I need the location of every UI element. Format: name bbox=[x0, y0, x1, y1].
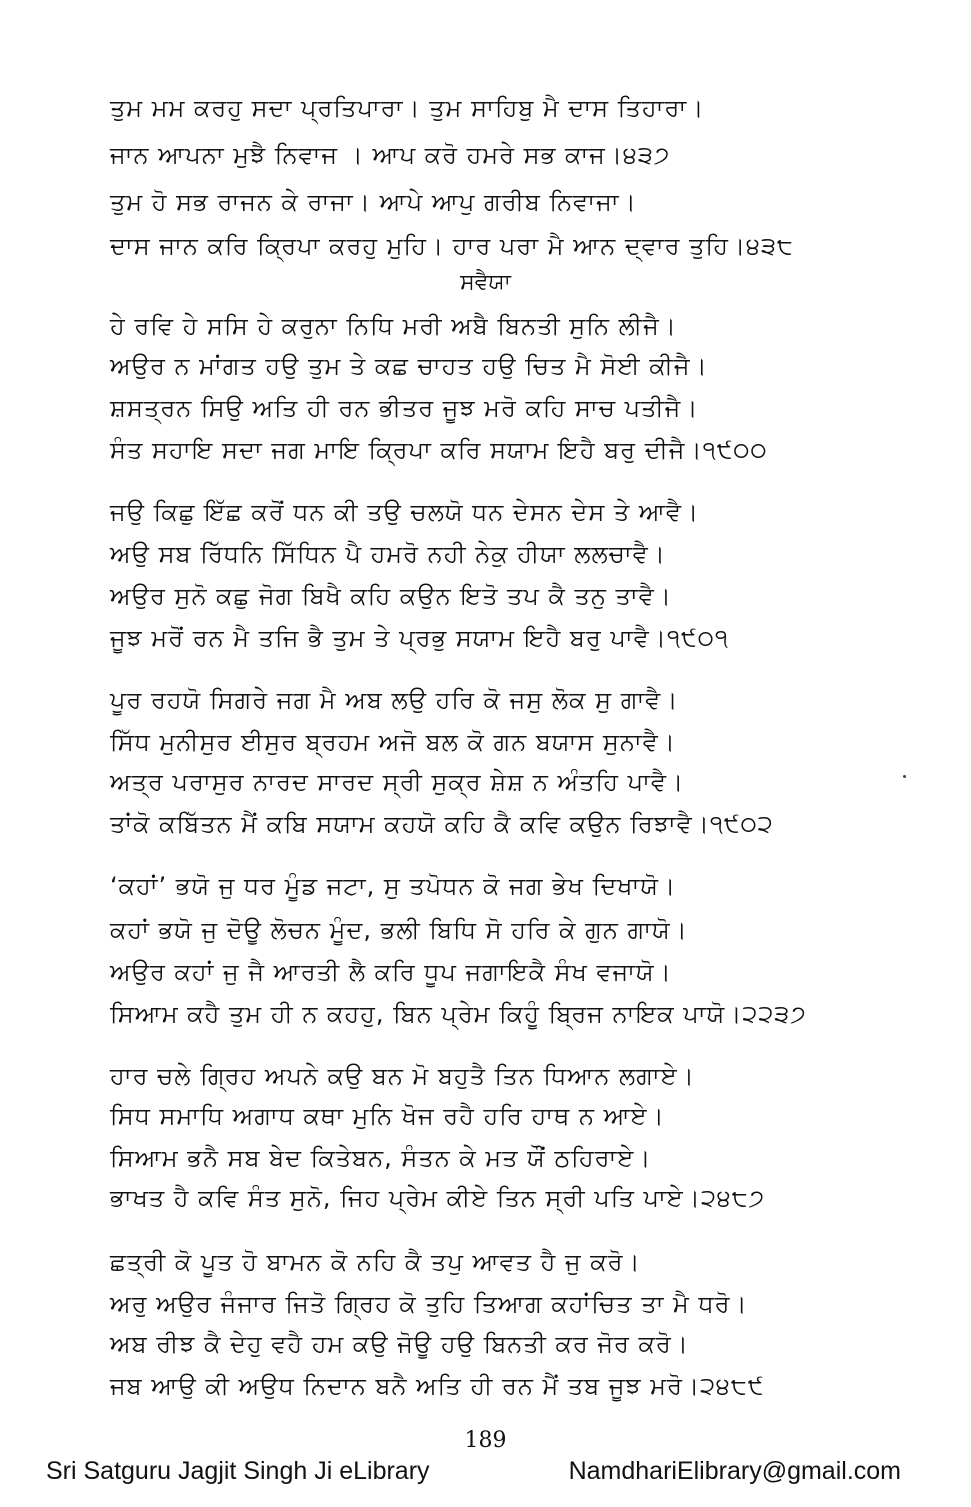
verse-line: ਭਾਖਤ ਹੈ ਕਵਿ ਸੰਤ ਸੁਨੋ, ਜਿਹ ਪ੍ਰੇਮ ਕੀਏ ਤਿਨ ਸ੍ਰੀ ਪਤਿ ਪਾਏ।੨੪੮੭ bbox=[110, 1184, 766, 1212]
verse-line: ਜੂਝ ਮਰੋਂ ਰਨ ਮੈ ਤਜਿ ਭੈ ਤੁਮ ਤੇ ਪ੍ਰਭੁ ਸਯਾਮ ਇਹੈ ਬਰੁ ਪਾਵੈ।੧੯੦੧ bbox=[110, 624, 729, 652]
verse-line: ਅਉਰ ਕਹਾਂ ਜੁ ਜੈ ਆਰਤੀ ਲੈ ਕਰਿ ਧੂਪ ਜਗਾਇਕੈ ਸੰਖ ਵਜਾਯੋ। bbox=[110, 958, 672, 986]
page-number: 189 bbox=[464, 1428, 507, 1453]
verse-line: ਸਿੱਧ ਮੁਨੀਸੁਰ ਈਸੁਰ ਬ੍ਰਹਮ ਅਜੋ ਬਲ ਕੋ ਗਨ ਬਯਾਸ ਸੁਨਾਵੈ। bbox=[110, 728, 676, 756]
verse-line: ਅਤ੍ਰ ਪਰਾਸੁਰ ਨਾਰਦ ਸਾਰਦ ਸ੍ਰੀ ਸੁਕ੍ਰ ਸ਼ੇਸ਼ ਨ ਅੰਤਹਿ ਪਾਵੈ। bbox=[110, 768, 685, 796]
footer-library-name: Sri Satguru Jagjit Singh Ji eLibrary bbox=[46, 1457, 430, 1485]
verse-line: ਪੂਰ ਰਹਯੋ ਸਿਗਰੇ ਜਗ ਮੈ ਅਬ ਲਉ ਹਰਿ ਕੋ ਜਸੁ ਲੋਕ ਸੁ ਗਾਵੈ। bbox=[110, 686, 679, 714]
verse-line: ਅਉ ਸਬ ਰਿੱਧਨਿ ਸਿੱਧਿਨ ਪੈ ਹਮਰੋ ਨਹੀ ਨੇਕੁ ਹੀਯਾ ਲਲਚਾਵੈ। bbox=[110, 540, 666, 568]
section-heading: ਸਵੈਯਾ bbox=[460, 270, 511, 295]
verse-line: ਸੰਤ ਸਹਾਇ ਸਦਾ ਜਗ ਮਾਇ ਕ੍ਰਿਪਾ ਕਰਿ ਸਯਾਮ ਇਹੈ ਬਰੁ ਦੀਜੈ।੧੯੦੦ bbox=[110, 436, 768, 464]
verse-line: ਅਰੁ ਅਉਰ ਜੰਜਾਰ ਜਿਤੋ ਗ੍ਰਿਹ ਕੋ ਤੁਹਿ ਤਿਆਗ ਕਹਾਂਚਿਤ ਤਾ ਮੈ ਧਰੋ। bbox=[110, 1290, 748, 1318]
verse-line: ਤੁਮ ਹੋ ਸਭ ਰਾਜਨ ਕੇ ਰਾਜਾ। ਆਪੇ ਆਪੁ ਗਰੀਬ ਨਿਵਾਜਾ। bbox=[110, 188, 637, 216]
verse-line: ਤਾਂਕੋ ਕਬਿੱਤਨ ਮੈਂ ਕਬਿ ਸਯਾਮ ਕਹਯੋ ਕਹਿ ਕੈ ਕਵਿ ਕਉਨ ਰਿਝਾਵੈ।੧੯੦੨ bbox=[110, 810, 774, 838]
footer-email: NamdhariElibrary@gmail.com bbox=[568, 1457, 901, 1485]
verse-line: ਹਾਰ ਚਲੇ ਗ੍ਰਿਹ ਅਪਨੇ ਕਉ ਬਨ ਮੋ ਬਹੁਤੈ ਤਿਨ ਧਿਆਨ ਲਗਾਏ। bbox=[110, 1062, 695, 1090]
verse-line: ਤੁਮ ਮਮ ਕਰਹੁ ਸਦਾ ਪ੍ਰਤਿਪਾਰਾ। ਤੁਮ ਸਾਹਿਬੁ ਮੈ ਦਾਸ ਤਿਹਾਰਾ। bbox=[110, 94, 705, 122]
verse-line: ਹੇ ਰਵਿ ਹੇ ਸਸਿ ਹੇ ਕਰੁਨਾ ਨਿਧਿ ਮਰੀ ਅਬੈ ਬਿਨਤੀ ਸੁਨਿ ਲੀਜੈ। bbox=[110, 312, 677, 340]
verse-line: ਕਹਾਂ ਭਯੋ ਜੁ ਦੋਊ ਲੋਚਨ ਮੂੰਦ, ਭਲੀ ਬਿਧਿ ਸੋ ਹਰਿ ਕੇ ਗੁਨ ਗਾਯੋ। bbox=[110, 916, 688, 944]
verse-line: ਸਿਆਮ ਕਹੈ ਤੁਮ ਹੀ ਨ ਕਹਹੁ, ਬਿਨ ਪ੍ਰੇਮ ਕਿਹੂੰ ਬ੍ਰਿਜ ਨਾਇਕ ਪਾਯੋ।੨੨੩੭ bbox=[110, 1000, 807, 1028]
verse-line: ਸਿਧ ਸਮਾਧਿ ਅਗਾਧ ਕਥਾ ਮੁਨਿ ਖੋਜ ਰਹੈ ਹਰਿ ਹਾਥ ਨ ਆਏ। bbox=[110, 1102, 665, 1130]
verse-line: ਸ਼ਸਤ੍ਰਨ ਸਿਉ ਅਤਿ ਹੀ ਰਨ ਭੀਤਰ ਜੂਝ ਮਰੋ ਕਹਿ ਸਾਚ ਪਤੀਜੈ। bbox=[110, 394, 699, 422]
verse-line: ਅਉਰ ਸੁਨੋ ਕਛੁ ਜੋਗ ਬਿਖੈ ਕਹਿ ਕਉਨ ਇਤੋ ਤਪ ਕੈ ਤਨੁ ਤਾਵੈ। bbox=[110, 582, 672, 610]
verse-line: ‘ਕਹਾਂ’ ਭਯੋ ਜੁ ਧਰ ਮੂੰਡ ਜਟਾ, ਸੁ ਤਪੋਧਨ ਕੋ ਜਗ ਭੇਖ ਦਿਖਾਯੋ। bbox=[110, 872, 677, 900]
scan-speck bbox=[903, 775, 906, 778]
verse-line: ਅਬ ਰੀਝ ਕੈ ਦੇਹੁ ਵਹੈ ਹਮ ਕਉ ਜੋਊ ਹਉ ਬਿਨਤੀ ਕਰ ਜੋਰ ਕਰੋ। bbox=[110, 1330, 689, 1358]
verse-line: ਜਉ ਕਿਛੁ ਇੱਛ ਕਰੋਂ ਧਨ ਕੀ ਤਉ ਚਲਯੋ ਧਨ ਦੇਸਨ ਦੇਸ ਤੇ ਆਵੈ। bbox=[110, 498, 700, 526]
verse-line: ਸਿਆਮ ਭਨੈ ਸਬ ਬੇਦ ਕਿਤੇਬਨ, ਸੰਤਨ ਕੇ ਮਤ ਯੌਂ ਠਹਿਰਾਏ। bbox=[110, 1144, 652, 1172]
verse-line: ਜਬ ਆਉ ਕੀ ਅਉਧ ਨਿਦਾਨ ਬਨੈ ਅਤਿ ਹੀ ਰਨ ਮੈਂ ਤਬ ਜੂਝ ਮਰੋ।੨੪੮੯ bbox=[110, 1372, 765, 1400]
verse-line: ਅਉਰ ਨ ਮਾਂਗਤ ਹਉ ਤੁਮ ਤੇ ਕਛ ਚਾਹਤ ਹਉ ਚਿਤ ਮੈ ਸੋਈ ਕੀਜੈ। bbox=[110, 352, 708, 380]
verse-line: ਦਾਸ ਜਾਨ ਕਰਿ ਕ੍ਰਿਪਾ ਕਰਹੁ ਮੁਹਿ। ਹਾਰ ਪਰਾ ਮੈ ਆਨ ਦ੍ਵਾਰ ਤੁਹਿ।੪੩੮ bbox=[110, 232, 794, 260]
verse-line: ਜਾਨ ਆਪਨਾ ਮੁਝੈ ਨਿਵਾਜ । ਆਪ ਕਰੋ ਹਮਰੇ ਸਭ ਕਾਜ।੪੩੭ bbox=[110, 141, 671, 169]
verse-line: ਛਤ੍ਰੀ ਕੋ ਪੂਤ ਹੋ ਬਾਮਨ ਕੋ ਨਹਿ ਕੈ ਤਪੁ ਆਵਤ ਹੈ ਜੁ ਕਰੋ। bbox=[110, 1248, 641, 1276]
